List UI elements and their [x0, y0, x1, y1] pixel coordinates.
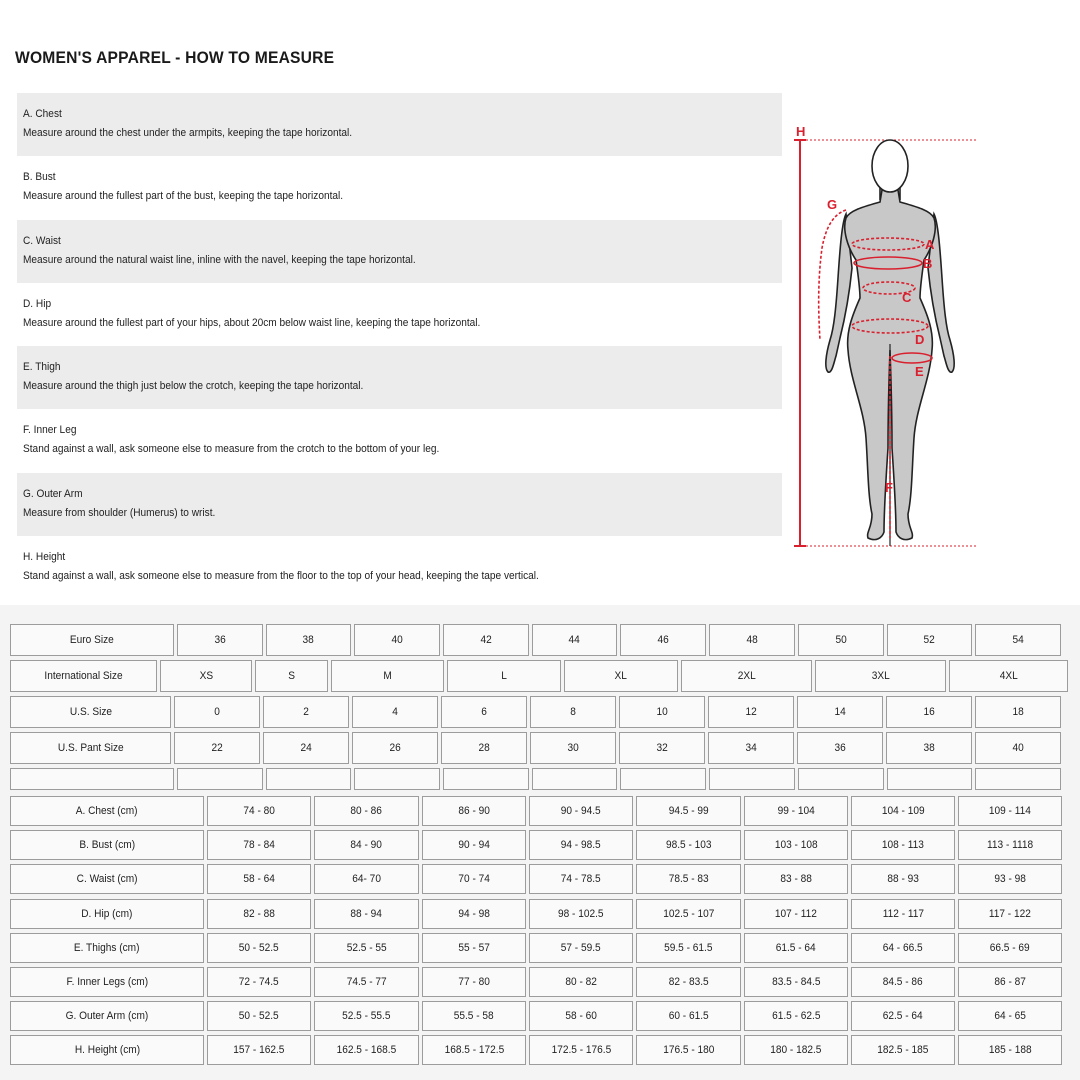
- row-label: [10, 768, 174, 790]
- table-cell-text: M: [383, 670, 392, 682]
- table-cell-text: 94.5 - 99: [668, 805, 709, 817]
- table-cell-text: 54: [1012, 634, 1024, 646]
- table-cell-text: 52.5 - 55.5: [342, 1010, 391, 1023]
- table-cell-text: 64 - 66.5: [883, 941, 923, 954]
- table-cell: [207, 933, 311, 963]
- table-cell-text: 64- 70: [352, 873, 381, 886]
- table-cell-text: 94 - 98.5: [561, 839, 601, 852]
- marker-e: E: [915, 364, 924, 379]
- table-cell: [174, 732, 260, 764]
- row-label-text: G. Outer Arm (cm): [65, 1010, 149, 1023]
- table-cell: [636, 796, 741, 826]
- table-cell: [958, 1001, 1062, 1031]
- table-cell-text: 86 - 87: [994, 976, 1026, 988]
- table-cell-text: 24: [300, 742, 312, 754]
- table-cell: [352, 696, 438, 728]
- table-cell: [975, 624, 1061, 656]
- table-cell: [636, 899, 741, 929]
- table-cell: [815, 660, 946, 692]
- table-cell-text: 66.5 - 69: [990, 941, 1030, 954]
- marker-f: F: [885, 480, 893, 495]
- row-label-text: F. Inner Legs (cm): [66, 976, 148, 988]
- table-cell-text: 176.5 - 180: [662, 1044, 715, 1057]
- table-cell: [207, 864, 311, 894]
- table-cell-text: 44: [568, 634, 581, 646]
- row-label: [10, 732, 171, 764]
- table-cell: [851, 933, 955, 963]
- size-row-us-pant: [10, 732, 1068, 764]
- table-cell-text: 90 - 94: [458, 839, 490, 852]
- measure-item-waist: [17, 220, 782, 283]
- table-cell: [619, 696, 705, 728]
- table-cell: [851, 1001, 955, 1031]
- table-cell-text: 48: [746, 634, 758, 646]
- table-cell-text: 30: [567, 742, 579, 754]
- table-cell: [887, 768, 972, 790]
- measure-name: C. Waist: [23, 234, 61, 247]
- table-cell: [529, 899, 633, 929]
- table-cell-text: 52.5 - 55: [346, 941, 387, 954]
- table-cell: [636, 933, 741, 963]
- table-cell: [354, 768, 440, 790]
- table-cell: [207, 796, 311, 826]
- size-chart: [0, 605, 1080, 1080]
- row-label: [10, 796, 204, 826]
- table-cell-text: 98 - 102.5: [558, 907, 604, 920]
- table-cell: [529, 1035, 633, 1065]
- measure-description: Measure around the thigh just below the crotch, keeping the tape horizontal.: [23, 380, 364, 393]
- table-cell-text: 59.5 - 61.5: [664, 941, 713, 954]
- size-row-euro: [10, 624, 1068, 656]
- row-label-text: International Size: [44, 670, 123, 682]
- table-cell: [352, 732, 438, 764]
- table-cell: [636, 864, 741, 894]
- table-cell: [958, 967, 1062, 997]
- table-cell-text: 103 - 108: [774, 839, 818, 852]
- table-cell-text: 112 - 117: [882, 907, 924, 920]
- row-label: [10, 1035, 204, 1065]
- table-cell: [255, 660, 328, 692]
- table-cell: [708, 696, 794, 728]
- measure-description: Measure around the chest under the armpits, keeping the tape horizontal.: [23, 127, 353, 139]
- table-cell-text: 62.5 - 64: [883, 1010, 923, 1023]
- table-cell: [681, 660, 812, 692]
- measure-description: Measure around the fullest part of your hips, about 20cm below waist line, keeping the tape horizontal.: [23, 316, 481, 329]
- table-cell: [207, 1001, 311, 1031]
- table-cell-text: 50 - 52.5: [239, 1010, 279, 1023]
- table-cell-text: 77 - 80: [458, 976, 490, 988]
- table-cell: [744, 933, 848, 963]
- row-label-text: H. Height (cm): [74, 1044, 140, 1057]
- size-row-spacer: [10, 768, 1068, 790]
- measure-name: E. Thigh: [23, 361, 61, 374]
- measure-name: H. Height: [23, 551, 66, 564]
- table-cell: [529, 1001, 633, 1031]
- table-cell-text: 36: [214, 634, 226, 646]
- table-cell: [447, 660, 561, 692]
- row-label: [10, 967, 204, 997]
- measure-description: Stand against a wall, ask someone else to measure from the floor to the top of your head, keeping the tape vertical.: [23, 570, 539, 583]
- table-cell: [744, 1001, 848, 1031]
- table-cell-text: 74 - 78.5: [561, 873, 601, 886]
- measure-item-chest: [17, 93, 782, 156]
- table-cell: [314, 1001, 419, 1031]
- table-cell-text: 182.5 - 185: [877, 1044, 929, 1057]
- table-cell-text: 74.5 - 77: [346, 976, 387, 988]
- row-label: [10, 660, 157, 692]
- row-label-text: E. Thighs (cm): [74, 941, 140, 954]
- measurement-instructions: [17, 93, 782, 599]
- table-cell-text: 86 - 90: [458, 805, 490, 817]
- table-cell: [958, 1035, 1062, 1065]
- table-cell: [529, 830, 633, 860]
- table-cell-text: 22: [211, 742, 223, 754]
- table-cell-text: 4XL: [999, 670, 1018, 682]
- table-cell-text: XS: [199, 670, 213, 682]
- table-cell-text: 172.5 - 176.5: [551, 1044, 611, 1057]
- table-cell-text: 36: [834, 742, 846, 754]
- table-cell: [207, 967, 311, 997]
- table-cell: [443, 624, 529, 656]
- table-cell-text: 0: [214, 706, 220, 718]
- table-cell: [636, 967, 741, 997]
- measure-item-bust: [17, 156, 782, 219]
- marker-a: A: [925, 237, 935, 252]
- table-cell: [207, 830, 311, 860]
- table-cell-text: 83.5 - 84.5: [771, 976, 821, 988]
- table-cell-text: 57 - 59.5: [561, 941, 601, 954]
- measure-row: [10, 1035, 1068, 1065]
- table-cell: [529, 967, 633, 997]
- measure-item-thigh: [17, 346, 782, 409]
- table-cell: [744, 899, 848, 929]
- table-cell: [564, 660, 678, 692]
- table-cell-text: 99 - 104: [777, 805, 815, 817]
- table-cell: [177, 768, 263, 790]
- table-cell: [422, 933, 526, 963]
- row-label: [10, 899, 204, 929]
- table-cell: [975, 732, 1061, 764]
- measure-row: [10, 1001, 1068, 1031]
- table-cell-text: 28: [478, 742, 490, 754]
- table-cell: [798, 624, 884, 656]
- table-cell: [619, 732, 705, 764]
- table-cell-text: 50 - 52.5: [239, 941, 279, 954]
- measure-item-hip: [17, 283, 782, 346]
- measure-row: [10, 967, 1068, 997]
- marker-c: C: [902, 290, 912, 305]
- table-cell: [708, 732, 794, 764]
- table-cell: [886, 732, 972, 764]
- table-cell: [530, 696, 616, 728]
- table-cell: [958, 933, 1062, 963]
- table-cell-text: 55.5 - 58: [454, 1010, 494, 1023]
- table-cell-text: 10: [656, 706, 668, 718]
- measure-description: Measure around the natural waist line, inline with the navel, keeping the tape horizontal.: [23, 253, 416, 266]
- marker-d: D: [915, 332, 925, 347]
- table-cell: [744, 796, 848, 826]
- table-cell: [263, 732, 349, 764]
- measure-description: Stand against a wall, ask someone else to measure from the crotch to the bottom of your leg.: [23, 443, 440, 456]
- table-cell: [314, 830, 419, 860]
- table-cell-text: 84.5 - 86: [883, 976, 923, 988]
- table-cell: [949, 660, 1068, 692]
- table-cell-text: 4: [392, 706, 398, 718]
- row-label-text: C. Waist (cm): [76, 873, 138, 886]
- table-cell: [851, 1035, 955, 1065]
- table-cell-text: 104 - 109: [881, 805, 925, 817]
- measure-row: [10, 796, 1068, 826]
- table-cell: [797, 696, 883, 728]
- row-label: [10, 864, 204, 894]
- table-cell-text: XL: [614, 670, 628, 682]
- table-cell-text: 72 - 74.5: [239, 976, 279, 988]
- table-cell-text: 168.5 - 172.5: [444, 1044, 504, 1057]
- table-cell: [958, 830, 1062, 860]
- row-label: [10, 933, 204, 963]
- table-cell: [422, 967, 526, 997]
- table-cell: [744, 830, 848, 860]
- measure-name: F. Inner Leg: [23, 424, 77, 437]
- table-cell: [529, 864, 633, 894]
- table-cell-text: 6: [481, 706, 487, 718]
- table-cell-text: 117 - 122: [988, 907, 1032, 920]
- table-cell-text: 78.5 - 83: [668, 873, 709, 886]
- table-cell-text: 83 - 88: [780, 873, 812, 886]
- table-cell: [532, 624, 617, 656]
- body-measurement-figure: [790, 118, 990, 558]
- table-cell: [530, 732, 616, 764]
- table-cell-text: 84 - 90: [350, 839, 383, 852]
- measure-row: [10, 830, 1068, 860]
- table-cell-text: 98.5 - 103: [665, 839, 712, 852]
- table-cell: [207, 899, 311, 929]
- table-cell: [422, 1035, 526, 1065]
- row-label-text: D. Hip (cm): [81, 907, 133, 920]
- table-cell-text: 157 - 162.5: [233, 1044, 285, 1057]
- table-cell: [636, 1001, 741, 1031]
- table-cell: [314, 899, 419, 929]
- table-cell: [422, 1001, 526, 1031]
- measure-item-outer-arm: [17, 473, 782, 536]
- table-cell: [975, 768, 1061, 790]
- table-cell-text: 74 - 80: [243, 805, 275, 817]
- table-cell-text: 88 - 94: [350, 907, 383, 920]
- row-label: [10, 696, 171, 728]
- table-cell: [422, 899, 526, 929]
- table-cell-text: 46: [657, 634, 669, 646]
- measure-row: [10, 933, 1068, 963]
- measure-name: G. Outer Arm: [23, 487, 83, 500]
- measure-row: [10, 864, 1068, 894]
- table-cell: [443, 768, 529, 790]
- table-cell: [975, 696, 1061, 728]
- measure-description: Measure from shoulder (Humerus) to wrist.: [23, 506, 216, 519]
- table-cell: [314, 967, 419, 997]
- table-cell-text: 113 - 1118: [986, 839, 1034, 852]
- table-cell-text: 58 - 60: [565, 1010, 597, 1023]
- row-label-text: U.S. Size: [69, 706, 112, 718]
- marker-h: H: [796, 124, 806, 139]
- table-cell: [851, 830, 955, 860]
- table-cell-text: 102.5 - 107: [662, 907, 715, 920]
- head-outline: [872, 140, 908, 192]
- table-cell-text: L: [500, 670, 507, 682]
- table-cell: [636, 830, 741, 860]
- table-cell-text: 32: [656, 742, 668, 754]
- table-cell: [441, 732, 527, 764]
- table-cell-text: 107 - 112: [774, 907, 818, 920]
- row-label-text: A. Chest (cm): [76, 805, 138, 817]
- row-label-text: B. Bust (cm): [79, 839, 135, 852]
- table-cell-text: 80 - 82: [565, 976, 597, 988]
- table-cell: [620, 768, 706, 790]
- measure-name: A. Chest: [23, 108, 62, 120]
- row-label: [10, 830, 204, 860]
- table-cell-text: 61.5 - 64: [776, 941, 816, 954]
- table-cell: [958, 864, 1062, 894]
- table-cell: [314, 796, 419, 826]
- table-cell: [529, 796, 633, 826]
- measure-item-inner-leg: [17, 409, 782, 472]
- size-row-us: [10, 696, 1068, 728]
- table-cell: [620, 624, 706, 656]
- table-cell-text: 18: [1012, 706, 1024, 718]
- table-cell-text: 109 - 114: [988, 805, 1032, 817]
- marker-g: G: [827, 197, 838, 212]
- table-cell: [177, 624, 263, 656]
- table-cell-text: 42: [480, 634, 492, 646]
- table-cell-text: 70 - 74: [458, 873, 490, 886]
- row-label-text: Euro Size: [70, 634, 114, 646]
- table-cell-text: 26: [389, 742, 401, 754]
- table-cell: [354, 624, 440, 656]
- table-cell-text: 2: [303, 706, 309, 718]
- table-cell-text: 38: [923, 742, 935, 754]
- table-cell: [851, 796, 955, 826]
- table-cell: [886, 696, 972, 728]
- table-cell-text: 88 - 93: [887, 873, 919, 886]
- row-label-text: U.S. Pant Size: [57, 742, 124, 754]
- marker-b: B: [923, 256, 933, 271]
- table-cell: [314, 864, 419, 894]
- table-cell-text: 60 - 61.5: [668, 1010, 709, 1023]
- table-cell-text: S: [288, 670, 296, 682]
- table-cell-text: 82 - 83.5: [668, 976, 709, 988]
- table-cell: [744, 864, 848, 894]
- table-cell-text: 94 - 98: [458, 907, 490, 920]
- table-cell-text: 40: [1012, 742, 1024, 754]
- table-cell-text: 12: [745, 706, 757, 718]
- table-cell: [797, 732, 883, 764]
- table-cell: [958, 796, 1062, 826]
- table-cell: [851, 864, 955, 894]
- table-cell-text: 50: [835, 634, 847, 646]
- table-cell: [709, 624, 795, 656]
- table-cell: [441, 696, 527, 728]
- table-cell-text: 80 - 86: [350, 805, 383, 817]
- table-cell: [422, 796, 526, 826]
- table-cell: [314, 933, 419, 963]
- size-row-international: [10, 660, 1068, 692]
- row-label: [10, 1001, 204, 1031]
- table-cell: [887, 624, 972, 656]
- table-cell: [263, 696, 349, 728]
- table-cell: [958, 899, 1062, 929]
- table-cell-text: 93 - 98: [994, 873, 1026, 886]
- table-cell: [744, 967, 848, 997]
- measure-item-height: [17, 536, 782, 599]
- table-cell-text: 16: [923, 706, 935, 718]
- table-cell-text: 185 - 188: [988, 1044, 1032, 1057]
- table-cell: [636, 1035, 741, 1065]
- table-cell-text: 162.5 - 168.5: [336, 1044, 397, 1057]
- table-cell: [798, 768, 884, 790]
- table-cell-text: 34: [745, 742, 757, 754]
- table-cell: [266, 624, 351, 656]
- table-cell-text: 55 - 57: [458, 941, 490, 954]
- table-cell: [529, 933, 633, 963]
- table-cell-text: 82 - 88: [243, 907, 275, 920]
- table-cell: [314, 1035, 419, 1065]
- page-title: WOMEN'S APPAREL - HOW TO MEASURE: [15, 48, 335, 67]
- measure-name: B. Bust: [23, 171, 56, 184]
- table-cell: [532, 768, 617, 790]
- table-cell-text: 90 - 94.5: [561, 805, 601, 817]
- table-cell-text: 3XL: [871, 670, 890, 682]
- table-cell-text: 52: [923, 634, 936, 646]
- table-cell: [422, 864, 526, 894]
- table-cell: [851, 899, 955, 929]
- table-cell-text: 108 - 113: [881, 839, 925, 852]
- measure-description: Measure around the fullest part of the bust, keeping the tape horizontal.: [23, 190, 344, 203]
- table-cell: [266, 768, 351, 790]
- table-cell: [851, 967, 955, 997]
- table-cell: [207, 1035, 311, 1065]
- measure-name: D. Hip: [23, 297, 52, 310]
- table-cell-text: 78 - 84: [243, 839, 275, 852]
- table-cell-text: 2XL: [737, 670, 756, 682]
- table-cell: [331, 660, 444, 692]
- table-cell-text: 40: [391, 634, 403, 646]
- row-label: [10, 624, 174, 656]
- table-cell-text: 38: [302, 634, 315, 646]
- measure-row: [10, 899, 1068, 929]
- table-cell-text: 180 - 182.5: [770, 1044, 822, 1057]
- table-cell-text: 64 - 65: [994, 1010, 1026, 1023]
- table-cell-text: 14: [834, 706, 846, 718]
- table-cell-text: 8: [570, 706, 576, 718]
- table-cell: [174, 696, 260, 728]
- table-cell: [744, 1035, 848, 1065]
- table-cell: [422, 830, 526, 860]
- table-cell: [709, 768, 795, 790]
- table-cell: [160, 660, 252, 692]
- table-cell-text: 61.5 - 62.5: [771, 1010, 821, 1023]
- table-cell-text: 58 - 64: [243, 873, 275, 886]
